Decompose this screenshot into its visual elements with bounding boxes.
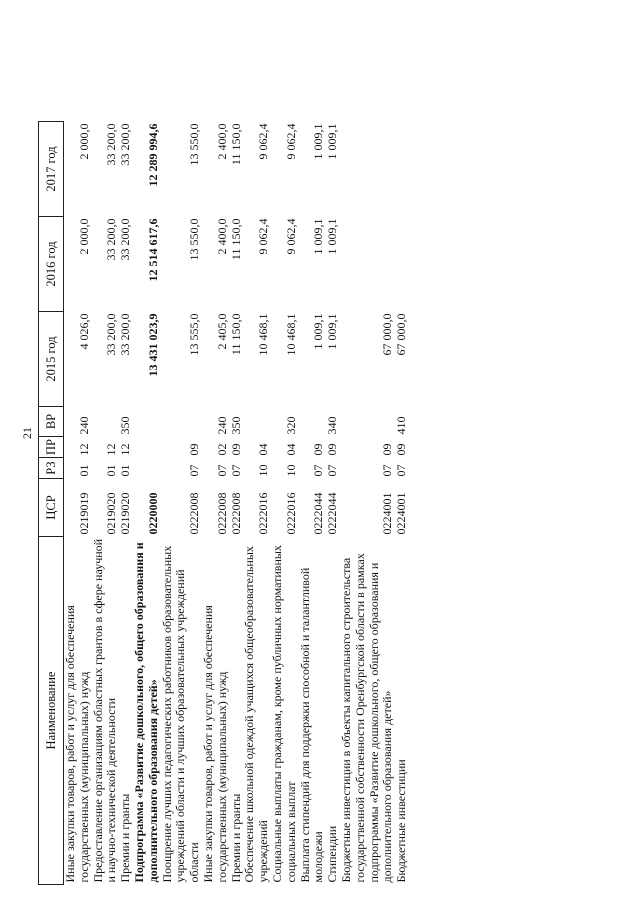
header-rz: РЗ xyxy=(39,458,64,479)
cell-y2016: 33 200,0 xyxy=(104,218,119,261)
cell-y2017: 2 000,0 xyxy=(76,123,91,160)
table-row xyxy=(395,122,409,885)
cell-rz: 07 xyxy=(311,464,326,477)
budget-table xyxy=(38,121,409,885)
cell-pr: 12 xyxy=(118,443,133,456)
cell-pr: 02 xyxy=(214,443,229,456)
cell-pr: 09 xyxy=(325,443,340,456)
cell-y2016: 1 009,1 xyxy=(325,218,340,255)
header-2017: 2017 год xyxy=(39,122,64,217)
cell-y2015: 1 009,1 xyxy=(325,313,340,350)
cell-y2017: 2 400,0 xyxy=(214,123,229,160)
header-2016: 2016 год xyxy=(39,217,64,312)
cell-pr: 04 xyxy=(256,443,271,456)
cell-vr xyxy=(299,407,327,437)
cell-name: Поощрение лучших педагогических работников образовательных учреждений области и лучших образовательных учреждений области xyxy=(159,545,202,883)
table-row xyxy=(133,122,161,885)
cell-rz: 07 xyxy=(214,464,229,477)
cell-y2017: 12 289 994,6 xyxy=(145,123,160,187)
table-row xyxy=(299,122,327,885)
cell-rz: 01 xyxy=(104,464,119,477)
cell-name: Выплата стипендий для поддержки способной и талантливой молодежи xyxy=(297,567,326,883)
cell-y2017: 11 150,0 xyxy=(228,123,243,166)
cell-y2015: 67 000,0 xyxy=(394,313,409,356)
cell-y2015: 33 200,0 xyxy=(118,313,133,356)
cell-vr: 320 xyxy=(283,416,298,435)
cell-vr: 240 xyxy=(214,416,229,435)
cell-y2016: 11 150,0 xyxy=(228,218,243,261)
table-row xyxy=(92,122,120,885)
cell-y2016: 33 200,0 xyxy=(118,218,133,261)
table-row xyxy=(326,122,340,885)
cell-rz: 07 xyxy=(187,464,202,477)
cell-y2017 xyxy=(395,122,409,217)
cell-name: Стипендии xyxy=(325,825,340,883)
table-row xyxy=(161,122,202,885)
cell-pr: 09 xyxy=(394,443,409,456)
cell-csr: 0222008 xyxy=(228,492,243,535)
cell-pr: 09 xyxy=(380,443,395,456)
cell-pr: 09 xyxy=(187,443,202,456)
cell-rz: 07 xyxy=(325,464,340,477)
cell-pr: 09 xyxy=(228,443,243,456)
cell-name: Обеспечение школьной одеждой учащихся общеобразовательных учреждений xyxy=(242,546,271,883)
cell-y2015: 11 150,0 xyxy=(228,313,243,356)
table-row xyxy=(271,122,299,885)
cell-csr: 0222008 xyxy=(187,492,202,535)
cell-y2017 xyxy=(340,122,395,217)
cell-csr: 0222016 xyxy=(256,492,271,535)
cell-csr: 0222044 xyxy=(325,492,340,535)
cell-csr: 0224001 xyxy=(394,492,409,535)
cell-csr: 0222008 xyxy=(214,492,229,535)
cell-y2017: 9 062,4 xyxy=(256,123,271,160)
cell-y2016: 13 550,0 xyxy=(187,218,202,261)
header-name: Наименование xyxy=(39,537,64,885)
cell-y2017: 1 009,1 xyxy=(325,123,340,160)
cell-y2015: 33 200,0 xyxy=(104,313,119,356)
cell-vr xyxy=(340,407,395,437)
cell-csr: 0222044 xyxy=(311,492,326,535)
cell-y2016 xyxy=(395,217,409,312)
cell-csr: 0222016 xyxy=(283,492,298,535)
table-row xyxy=(119,122,133,885)
cell-csr: 0224001 xyxy=(380,492,395,535)
cell-pr: 12 xyxy=(104,443,119,456)
cell-vr: 350 xyxy=(228,416,243,435)
cell-csr: 0220000 xyxy=(145,492,160,535)
table-row xyxy=(243,122,271,885)
table-row xyxy=(340,122,395,885)
cell-pr xyxy=(133,437,161,458)
cell-y2015: 4 026,0 xyxy=(76,313,91,350)
cell-y2016: 9 062,4 xyxy=(283,218,298,255)
cell-y2017: 9 062,4 xyxy=(283,123,298,160)
cell-csr: 0219020 xyxy=(118,492,133,535)
cell-name: Иные закупки товаров, работ и услуг для обеспечения государственных (муниципальных) нужд xyxy=(63,605,91,883)
cell-rz: 10 xyxy=(283,464,298,477)
cell-y2015: 2 405,0 xyxy=(214,313,229,350)
cell-pr: 09 xyxy=(311,443,326,456)
header-vr: ВР xyxy=(39,407,64,437)
cell-y2015: 13 555,0 xyxy=(187,313,202,356)
cell-vr xyxy=(133,407,161,437)
cell-y2016: 2 000,0 xyxy=(76,218,91,255)
cell-name: Премии и гранты xyxy=(228,793,243,883)
cell-vr: 240 xyxy=(76,416,91,435)
cell-y2017: 1 009,1 xyxy=(311,123,326,160)
cell-y2016 xyxy=(340,217,395,312)
cell-rz xyxy=(133,458,161,479)
cell-y2015: 13 431 023,9 xyxy=(145,313,160,377)
cell-name: Премии и гранты xyxy=(118,793,133,883)
cell-y2017: 33 200,0 xyxy=(104,123,119,166)
cell-vr xyxy=(92,407,120,437)
cell-name: Иные закупки товаров, работ и услуг для обеспечения государственных (муниципальных) нужд xyxy=(200,605,229,883)
cell-y2015: 1 009,1 xyxy=(311,313,326,350)
page-number: 21 xyxy=(20,427,34,439)
table-row xyxy=(230,122,244,885)
cell-rz: 07 xyxy=(228,464,243,477)
cell-vr xyxy=(243,407,271,437)
header-2015: 2015 год xyxy=(39,312,64,407)
cell-rz: 01 xyxy=(118,464,133,477)
header-pr: ПР xyxy=(39,437,64,458)
cell-name: Предоставление организациям областных грантов в сфере научной и научно-технической деятельности xyxy=(90,538,119,883)
cell-rz: 01 xyxy=(76,464,91,477)
cell-name: Социальные выплаты гражданам, кроме публичных нормативных социальных выплат xyxy=(269,545,298,883)
cell-name: Бюджетные инвестиции xyxy=(394,759,409,883)
cell-vr: 350 xyxy=(118,416,133,435)
cell-y2015: 10 468,1 xyxy=(283,313,298,356)
cell-y2016: 2 400,0 xyxy=(214,218,229,255)
table-row xyxy=(202,122,230,885)
cell-y2015: 10 468,1 xyxy=(256,313,271,356)
cell-pr: 04 xyxy=(283,443,298,456)
cell-y2016: 12 514 617,6 xyxy=(145,218,160,282)
cell-rz: 07 xyxy=(380,464,395,477)
cell-vr: 410 xyxy=(394,416,409,435)
cell-y2017: 33 200,0 xyxy=(118,123,133,166)
cell-vr: 340 xyxy=(325,416,340,435)
cell-csr: 0219019 xyxy=(76,492,91,535)
cell-y2015: 67 000,0 xyxy=(380,313,395,356)
cell-y2017: 13 550,0 xyxy=(187,123,202,166)
cell-vr xyxy=(161,407,202,437)
table-row xyxy=(64,122,92,885)
table-header-row xyxy=(39,122,64,885)
cell-csr: 0219020 xyxy=(104,492,119,535)
header-csr: ЦСР xyxy=(39,479,64,537)
cell-rz: 07 xyxy=(394,464,409,477)
cell-name: Подпрограмма «Развитие дошкольного, общего образования и дополнительного образования детей» xyxy=(131,542,160,883)
cell-name: Бюджетные инвестиции в объекты капитального строительства государственной собственности Оренбургской области в рамках подпрограммы «Развитие дошкольного, общего образования и дополнительного образования детей» xyxy=(338,553,395,883)
cell-y2016: 9 062,4 xyxy=(256,218,271,255)
cell-pr: 12 xyxy=(76,443,91,456)
cell-rz: 10 xyxy=(256,464,271,477)
cell-y2016: 1 009,1 xyxy=(311,218,326,255)
